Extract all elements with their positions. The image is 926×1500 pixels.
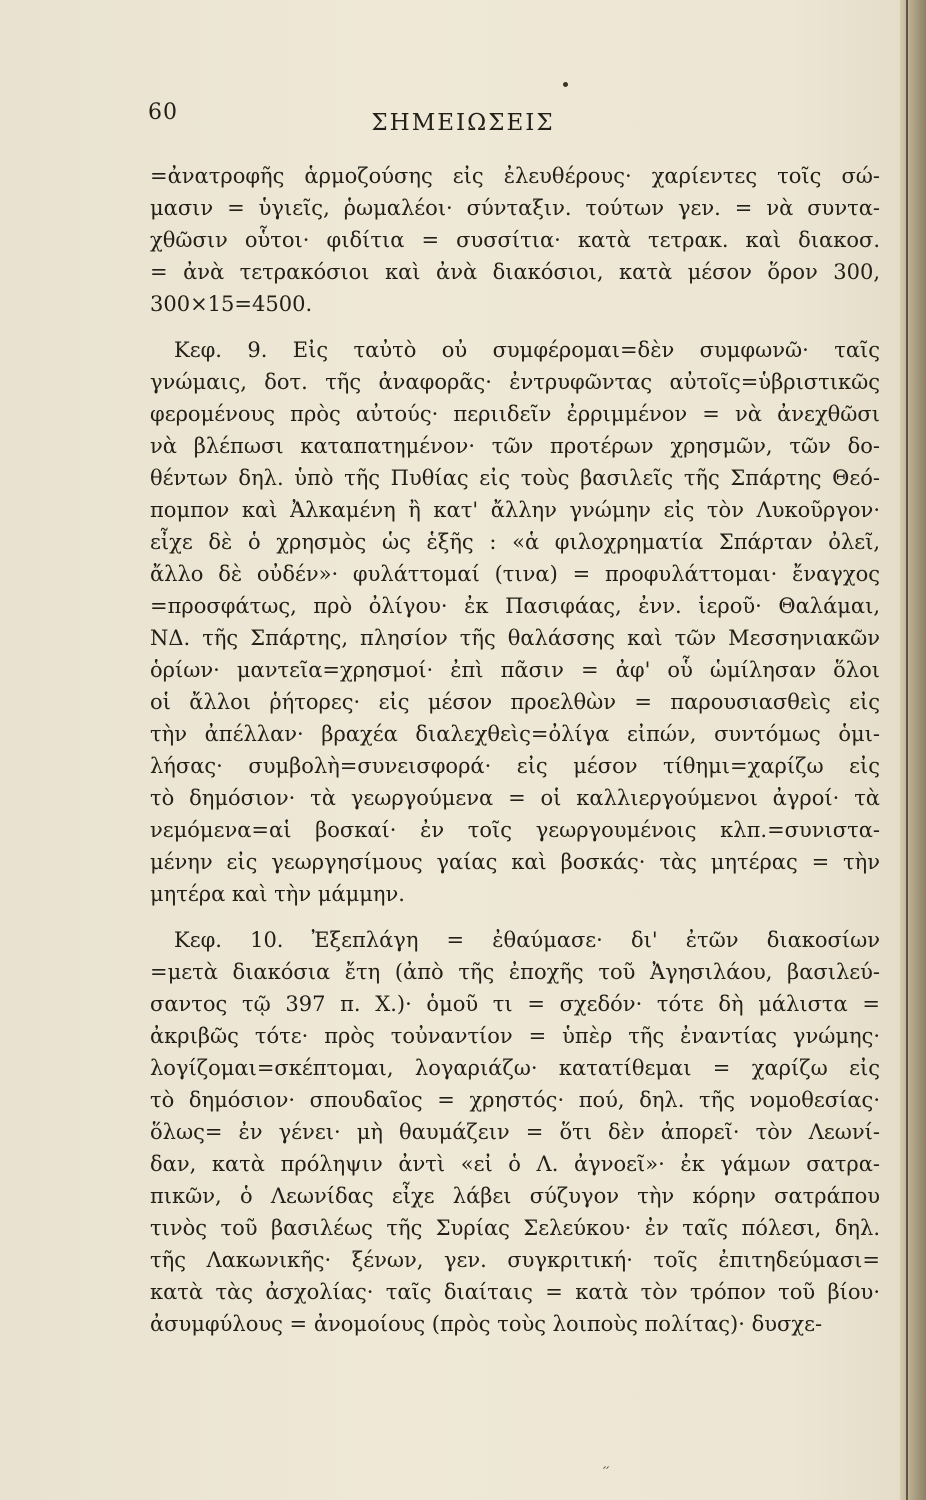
page-number: 60: [148, 100, 178, 125]
text-line: =μετὰ διακόσια ἔτη (ἀπὸ τῆς ἐποχῆς τοῦ Ἀγησιλάου, βασιλεύ-: [150, 960, 880, 984]
text-line: φερομένους πρὸς αὐτούς· περιιδεῖν ἐρριμμένον = νὰ ἀνεχθῶσι: [150, 402, 880, 426]
section-10-notes: [150, 924, 880, 1340]
text-line: μητέρα καὶ τὴν μάμμην.: [150, 882, 405, 906]
text-line: τῆς Λακωνικῆς· ξένων, γεν. συγκριτική· τοῖς ἐπιτηδεύμασι=: [150, 1248, 880, 1272]
binding-line: [906, 0, 908, 1500]
text-line: λήσας· συμβολὴ=συνεισφορά· εἰς μέσον τίθημι=χαρίζω εἰς: [150, 754, 880, 778]
text-line: σαντος τῷ 397 π. Χ.)· ὁμοῦ τι = σχεδόν· τότε δὴ μάλιστα =: [150, 992, 880, 1016]
body-text: [150, 160, 880, 1340]
text-line: τὸ δημόσιον· σπουδαῖος = χρηστός· πού, δηλ. τῆς νομοθεσίας·: [150, 1088, 880, 1112]
text-line: ΝΔ. τῆς Σπάρτης, πλησίον τῆς θαλάσσης καὶ τῶν Μεσσηνιακῶν: [150, 626, 880, 650]
text-line: μασιν = ὑγιεῖς, ῥωμαλέοι· σύνταξιν. τούτων γεν. = νὰ συντα-: [150, 196, 880, 220]
text-line: δαν, κατὰ πρόληψιν ἀντὶ «εἰ ὁ Λ. ἀγνοεῖ»· ἐκ γάμων σατρα-: [150, 1152, 880, 1176]
section-gap: [150, 320, 880, 334]
text-line: νεμόμενα=αἱ βοσκαί· ἐν τοῖς γεωργουμένοις κλπ.=συνιστα-: [150, 818, 880, 842]
text-line: γνώμαις, δοτ. τῆς ἀναφορᾶς· ἐντρυφῶντας αὐτοῖς=ὑβριστικῶς: [150, 370, 880, 394]
ink-dot: [563, 82, 568, 87]
text-line: ὅλως= ἐν γένει· μὴ θαυμάζειν = ὅτι δὲν ἀπορεῖ· τὸν Λεωνί-: [150, 1120, 880, 1144]
text-line: οἱ ἄλλοι ῥήτορες· εἰς μέσον προελθὼν = παρουσιασθεὶς εἰς: [150, 690, 880, 714]
text-line: κατὰ τὰς ἀσχολίας· ταῖς διαίταις = κατὰ τὸν τρόπον τοῦ βίου·: [150, 1280, 880, 1304]
text-line: ἀκριβῶς τότε· πρὸς τοὐναντίον = ὑπὲρ τῆς ἐναντίας γνώμης·: [150, 1024, 880, 1048]
text-line: λογίζομαι=σκέπτομαι, λογαριάζω· κατατίθεμαι = χαρίζω εἰς: [150, 1056, 880, 1080]
text-line: θέντων δηλ. ὑπὸ τῆς Πυθίας εἰς τοὺς βασιλεῖς τῆς Σπάρτης Θεό-: [150, 466, 880, 490]
text-line: 300×15=4500.: [150, 292, 313, 316]
text-line: = ἀνὰ τετρακόσιοι καὶ ἀνὰ διακόσιοι, κατὰ μέσον ὅρον 300,: [150, 260, 880, 284]
text-line: μένην εἰς γεωργησίμους γαίας καὶ βοσκάς· τὰς μητέρας = τὴν: [150, 850, 880, 874]
text-line: χθῶσιν οὗτοι· φιδίτια = συσσίτια· κατὰ τετρακ. καὶ διακοσ.: [150, 228, 880, 252]
section-gap: [150, 910, 880, 924]
text-line: πομπον καὶ Ἀλκαμένη ἢ κατ' ἄλλην γνώμην εἰς τὸν Λυκοῦργον·: [150, 498, 880, 522]
text-line: τὴν ἀπέλλαν· βραχέα διαλεχθεὶς=ὀλίγα εἰπών, συντόμως ὁμι-: [150, 722, 880, 746]
page-edge-shadow: [900, 0, 926, 1500]
text-line: ἀσυμφύλους = ἀνομοίους (πρὸς τοὺς λοιποὺς πολίτας)· δυσχε-: [150, 1312, 823, 1336]
text-line: τὸ δημόσιον· τὰ γεωργούμενα = οἱ καλλιεργούμενοι ἀγροί· τὰ: [150, 786, 880, 810]
text-line: τινὸς τοῦ βασιλέως τῆς Συρίας Σελεύκου· ἐν ταῖς πόλεσι, δηλ.: [150, 1216, 880, 1240]
text-line: νὰ βλέπωσι καταπατημένον· τῶν προτέρων χρησμῶν, τῶν δο-: [150, 434, 880, 458]
footer-mark: ′′: [603, 1465, 610, 1481]
section-9-notes: [150, 334, 880, 910]
text-line: ἄλλο δὲ οὐδέν»· φυλάττομαί (τινα) = προφυλάττομαι· ἔναγχος: [150, 562, 880, 586]
section-8-notes: [150, 160, 880, 320]
text-line: εἶχε δὲ ὁ χρησμὸς ὡς ἑξῆς : «ἁ φιλοχρηματία Σπάρταν ὀλεῖ,: [150, 530, 880, 554]
text-line: Κεφ. 9. Εἰς ταὐτὸ οὐ συμφέρομαι=δὲν συμφωνῶ· ταῖς: [174, 338, 880, 362]
text-line: ὁρίων· μαντεῖα=χρησμοί· ἐπὶ πᾶσιν = ἀφ' οὗ ὡμίλησαν ὅλοι: [150, 658, 880, 682]
text-line: =ἀνατροφῆς ἁρμοζούσης εἰς ἐλευθέρους· χαρίεντες τοῖς σώ-: [150, 164, 880, 188]
text-line: =προσφάτως, πρὸ ὀλίγου· ἐκ Πασιφάας, ἐνν. ἱεροῦ· Θαλάμαι,: [150, 594, 880, 618]
text-line: Κεφ. 10. Ἐξεπλάγη = ἐθαύμασε· δι' ἐτῶν διακοσίων: [174, 928, 880, 952]
running-head: ΣΗΜΕΙΩΣΕΙΣ: [371, 110, 555, 136]
text-line: πικῶν, ὁ Λεωνίδας εἶχε λάβει σύζυγον τὴν κόρην σατράπου: [150, 1184, 880, 1208]
